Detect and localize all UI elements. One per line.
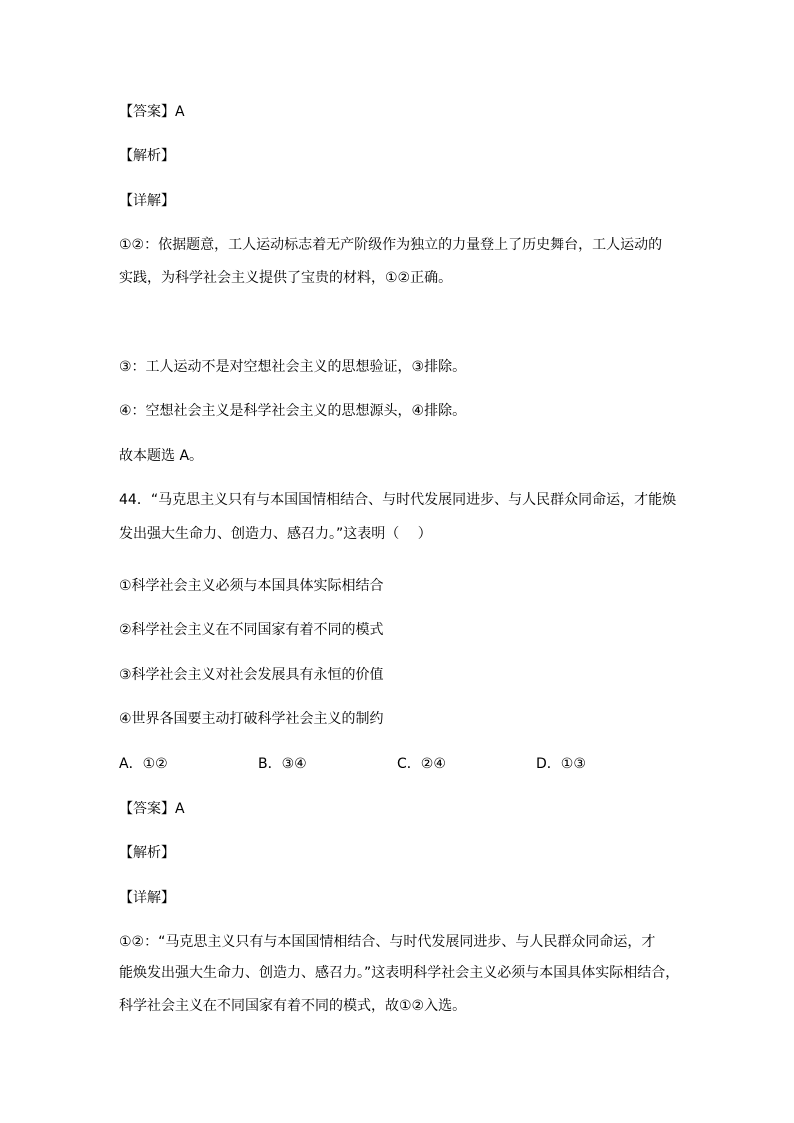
detail-43-p3: ④：空想社会主义是科学社会主义的思想源头，④排除。 [119, 403, 467, 419]
analysis-label-43: 【解析】 [119, 148, 175, 164]
analysis-label-44: 【解析】 [119, 845, 175, 861]
detail-43-p1-line1: ①②：依据题意，工人运动标志着无产阶级作为独立的力量登上了历史舞台，工人运动的 [119, 237, 663, 253]
statement-1: ①科学社会主义必须与本国具体实际相结合 [119, 578, 384, 594]
detail-44-line1: ①②：“马克思主义只有与本国国情相结合、与时代发展同进步、与人民群众同命运，才 [119, 934, 656, 950]
question-44-stem-line1: 44．“马克思主义只有与本国国情相结合、与时代发展同进步、与人民群众同命运，才能焕 [119, 492, 677, 508]
option-c: C．②④ [397, 756, 446, 772]
answer-label-43: 【答案】A [119, 104, 185, 120]
detail-44-line2: 能焕发出强大生命力、创造力、感召力。”这表明科学社会主义必须与本国具体实际相结合， [119, 965, 680, 981]
option-d: D．①③ [536, 756, 586, 772]
detail-43-p2: ③：工人运动不是对空想社会主义的思想验证，③排除。 [119, 359, 467, 375]
option-a: A．①② [119, 756, 168, 772]
detail-43-p1-line2: 实践，为科学社会主义提供了宝贵的材料，①②正确。 [119, 270, 453, 286]
statement-2: ②科学社会主义在不同国家有着不同的模式 [119, 622, 384, 638]
detail-label-44: 【详解】 [119, 890, 175, 906]
detail-44-line3: 科学社会主义在不同国家有着不同的模式，故①②入选。 [119, 998, 467, 1014]
detail-label-43: 【详解】 [119, 193, 175, 209]
answer-label-44: 【答案】A [119, 801, 185, 817]
conclusion-43: 故本题选 A。 [119, 448, 204, 464]
question-44-stem-line2: 发出强大生命力、创造力、感召力。”这表明（ ） [119, 526, 432, 542]
statement-3: ③科学社会主义对社会发展具有永恒的价值 [119, 667, 384, 683]
statement-4: ④世界各国要主动打破科学社会主义的制约 [119, 711, 384, 727]
option-b: B．③④ [258, 756, 307, 772]
